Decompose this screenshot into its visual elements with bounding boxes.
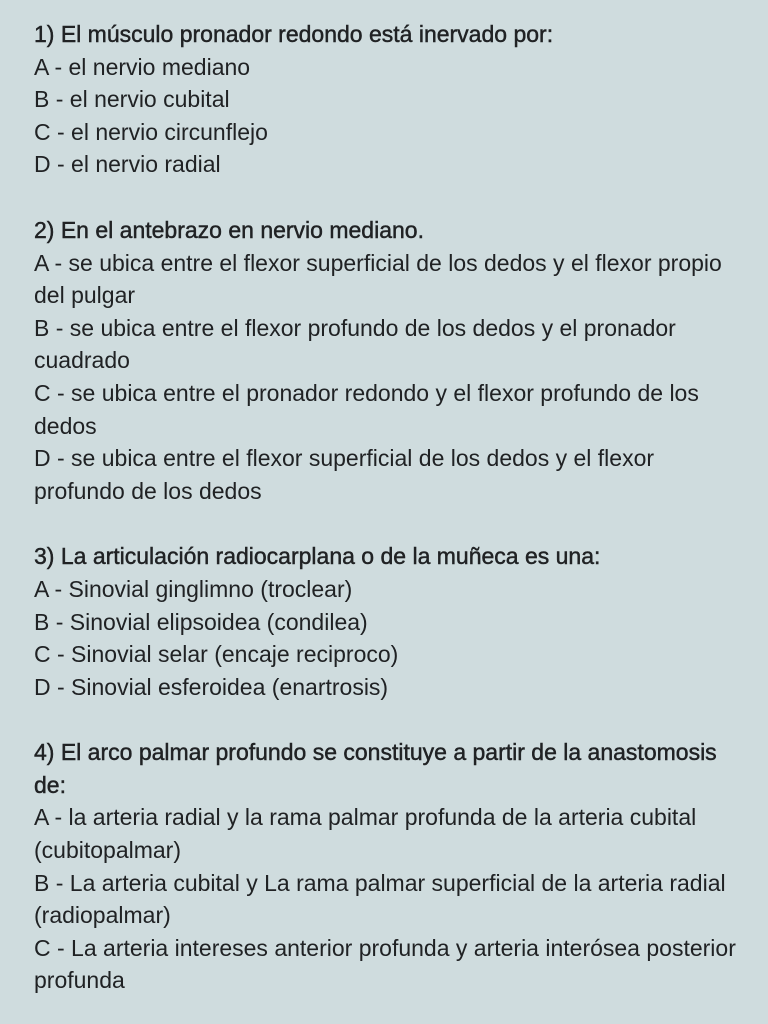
- question-title: 1) El músculo pronador redondo está inervado por:: [34, 21, 554, 47]
- question-3: [34, 540, 738, 703]
- question-title: 2) En el antebrazo en nervio mediano.: [34, 216, 424, 243]
- option-b: B - el nervio cubital: [34, 86, 230, 113]
- option-c: C - se ubica entre el pronador redondo y el flexor profundo de los dedos: [34, 379, 699, 439]
- question-2: [34, 214, 738, 507]
- option-a: A - la arteria radial y la rama palmar profunda de la arteria cubital (cubitopalmar): [34, 804, 697, 864]
- option-d: D - Sinovial esferoidea (enartrosis): [34, 673, 389, 700]
- option-c: C - el nervio circunflejo: [34, 118, 268, 145]
- option-a: A - se ubica entre el flexor superficial de los dedos y el flexor propio del pulgar: [34, 249, 722, 309]
- option-c: C - Sinovial selar (encaje reciproco): [34, 641, 399, 668]
- option-d: D - el nervio radial: [34, 151, 221, 178]
- option-b: B - se ubica entre el flexor profundo de los dedos y el pronador cuadrado: [34, 314, 676, 374]
- question-title: 4) El arco palmar profundo se constituye a partir de la anastomosis de:: [34, 739, 717, 798]
- question-1: [34, 18, 738, 181]
- option-a: A - Sinovial ginglimno (troclear): [34, 575, 353, 602]
- option-a: A - el nervio mediano: [34, 53, 251, 80]
- question-title: 3) La articulación radiocarplana o de la muñeca es una:: [34, 543, 601, 570]
- question-4: [34, 736, 738, 997]
- option-b: B - La arteria cubital y La rama palmar superficial de la arteria radial (radiopalmar): [34, 869, 726, 929]
- option-d: D - se ubica entre el flexor superficial de los dedos y el flexor profundo de los dedos: [34, 445, 655, 504]
- option-c: C - La arteria intereses anterior profunda y arteria interósea posterior profunda: [34, 934, 736, 994]
- option-b: B - Sinovial elipsoidea (condilea): [34, 608, 368, 635]
